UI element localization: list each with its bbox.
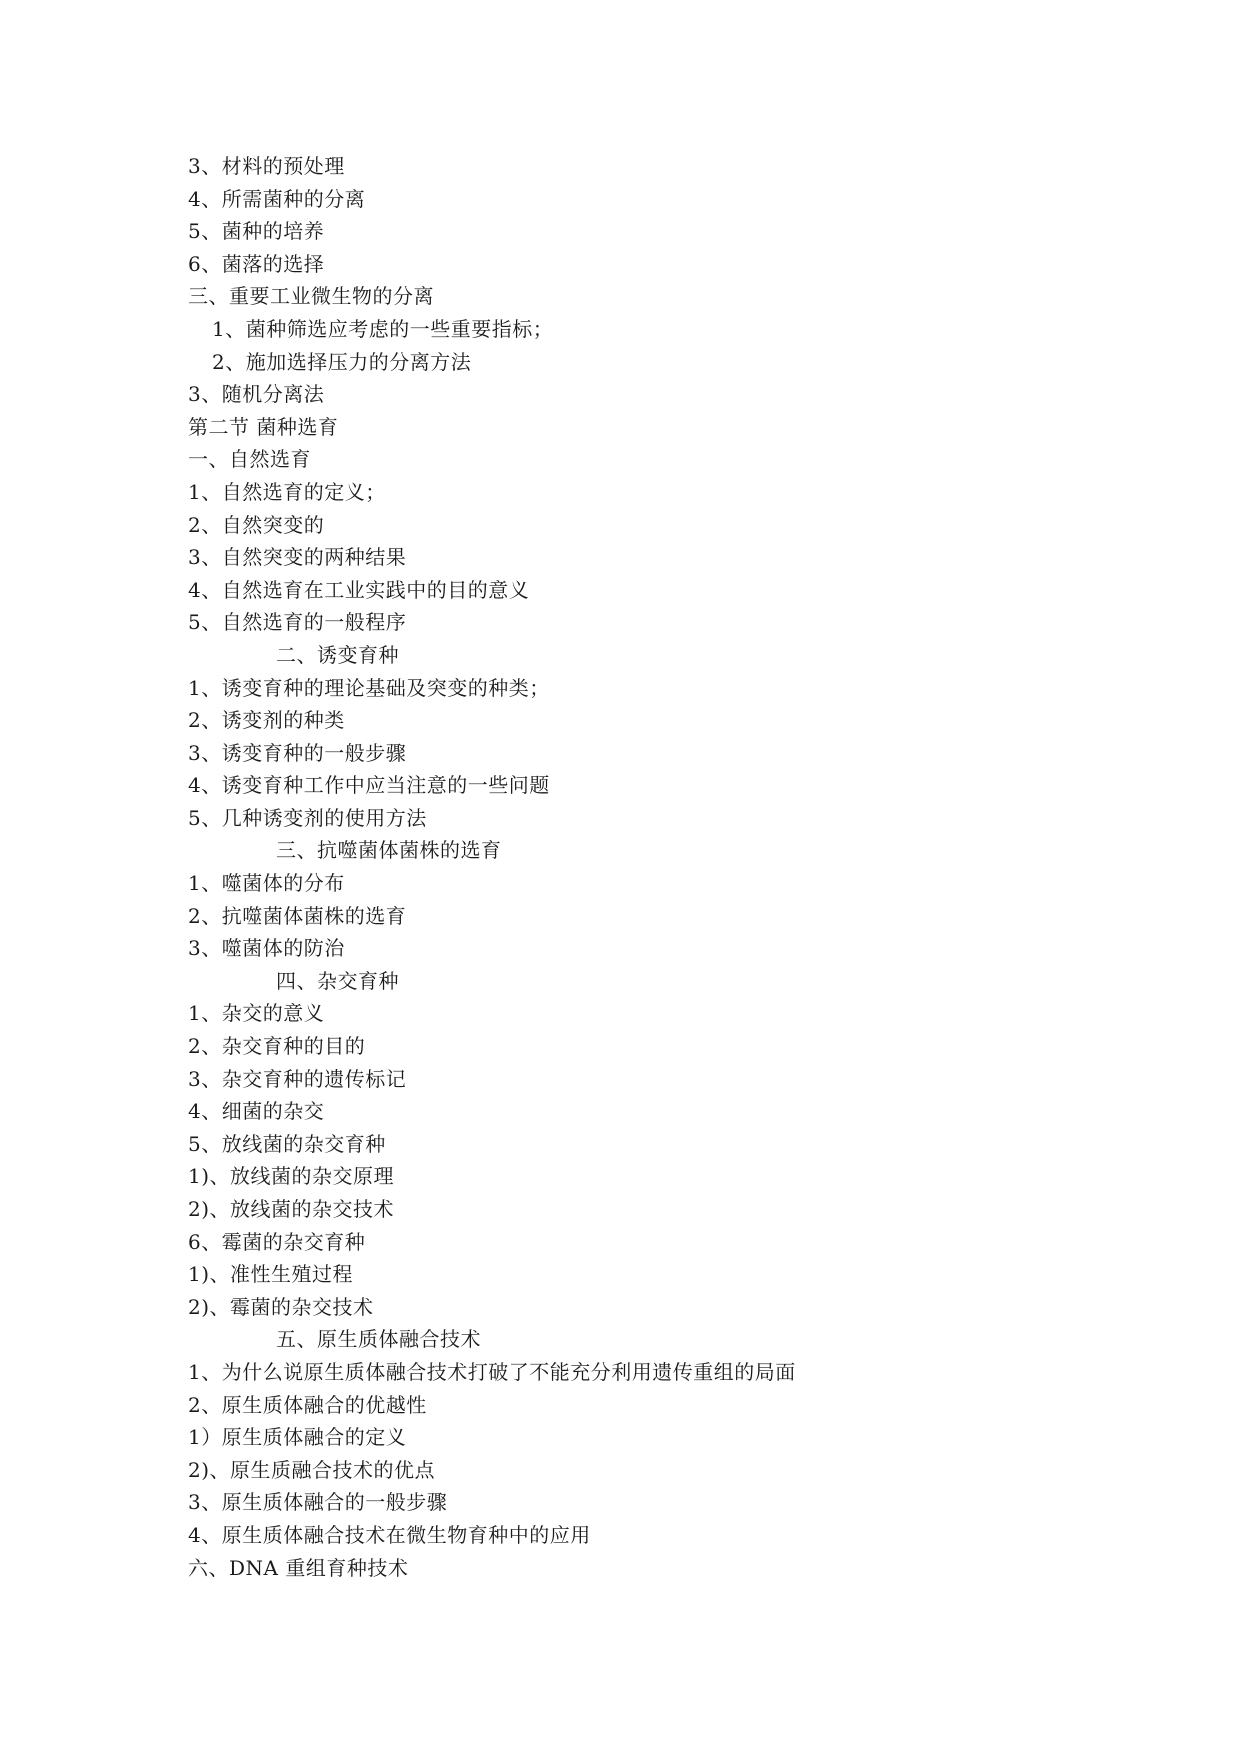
list-item: 2、施加选择压力的分离方法	[212, 349, 472, 374]
list-item: 2)、原生质融合技术的优点	[188, 1457, 436, 1482]
list-item: 5、几种诱变剂的使用方法	[188, 805, 427, 830]
list-item: 1)、准性生殖过程	[188, 1262, 354, 1287]
list-item: 6、菌落的选择	[188, 251, 325, 276]
list-item: 5、放线菌的杂交育种	[188, 1131, 386, 1156]
list-item: 1）原生质体融合的定义	[188, 1425, 407, 1450]
list-item: 4、诱变育种工作中应当注意的一些问题	[188, 773, 550, 798]
list-item: 1、为什么说原生质体融合技术打破了不能充分利用遗传重组的局面	[188, 1359, 796, 1384]
list-item: 2)、放线菌的杂交技术	[188, 1197, 395, 1221]
section-heading: 六、DNA 重组育种技术	[188, 1555, 409, 1580]
list-item: 1)、放线菌的杂交原理	[188, 1164, 395, 1189]
list-item: 1、菌种筛选应考虑的一些重要指标；	[212, 316, 554, 341]
list-item: 3、原生质体融合的一般步骤	[188, 1490, 448, 1515]
list-item: 3、杂交育种的遗传标记	[188, 1066, 407, 1091]
list-item: 2、杂交育种的目的	[188, 1034, 366, 1059]
list-item: 2、自然突变的	[188, 512, 325, 537]
outline-list	[188, 150, 1148, 1584]
chapter-heading: 第二节 菌种选育	[188, 414, 339, 439]
list-item: 3、随机分离法	[188, 382, 325, 407]
list-item: 4、原生质体融合技术在微生物育种中的应用	[188, 1522, 591, 1547]
list-item: 1、诱变育种的理论基础及突变的种类；	[188, 675, 550, 700]
list-item: 4、自然选育在工业实践中的目的意义	[188, 577, 530, 602]
list-item: 5、菌种的培养	[188, 219, 325, 244]
list-item: 3、诱变育种的一般步骤	[188, 740, 407, 765]
section-heading: 三、重要工业微生物的分离	[188, 284, 434, 309]
list-item: 3、自然突变的两种结果	[188, 545, 407, 570]
list-item: 3、材料的预处理	[188, 154, 345, 178]
section-heading: 一、自然选育	[188, 447, 311, 472]
list-item: 4、细菌的杂交	[188, 1099, 325, 1124]
list-item: 1、噬菌体的分布	[188, 871, 345, 896]
list-item: 1、自然选育的定义；	[188, 479, 386, 504]
list-item: 3、噬菌体的防治	[188, 936, 345, 961]
list-item: 6、霉菌的杂交育种	[188, 1229, 366, 1254]
section-heading: 三、抗噬菌体菌株的选育	[276, 838, 502, 863]
list-item: 2、诱变剂的种类	[188, 708, 345, 733]
section-heading: 五、原生质体融合技术	[276, 1327, 481, 1352]
list-item: 1、杂交的意义	[188, 1001, 325, 1026]
list-item: 2)、霉菌的杂交技术	[188, 1294, 374, 1319]
section-heading: 二、诱变育种	[276, 642, 399, 667]
section-heading: 四、杂交育种	[276, 968, 399, 993]
list-item: 5、自然选育的一般程序	[188, 610, 407, 635]
list-item: 4、所需菌种的分离	[188, 186, 366, 211]
list-item: 2、抗噬菌体菌株的选育	[188, 903, 407, 928]
list-item: 2、原生质体融合的优越性	[188, 1392, 427, 1417]
